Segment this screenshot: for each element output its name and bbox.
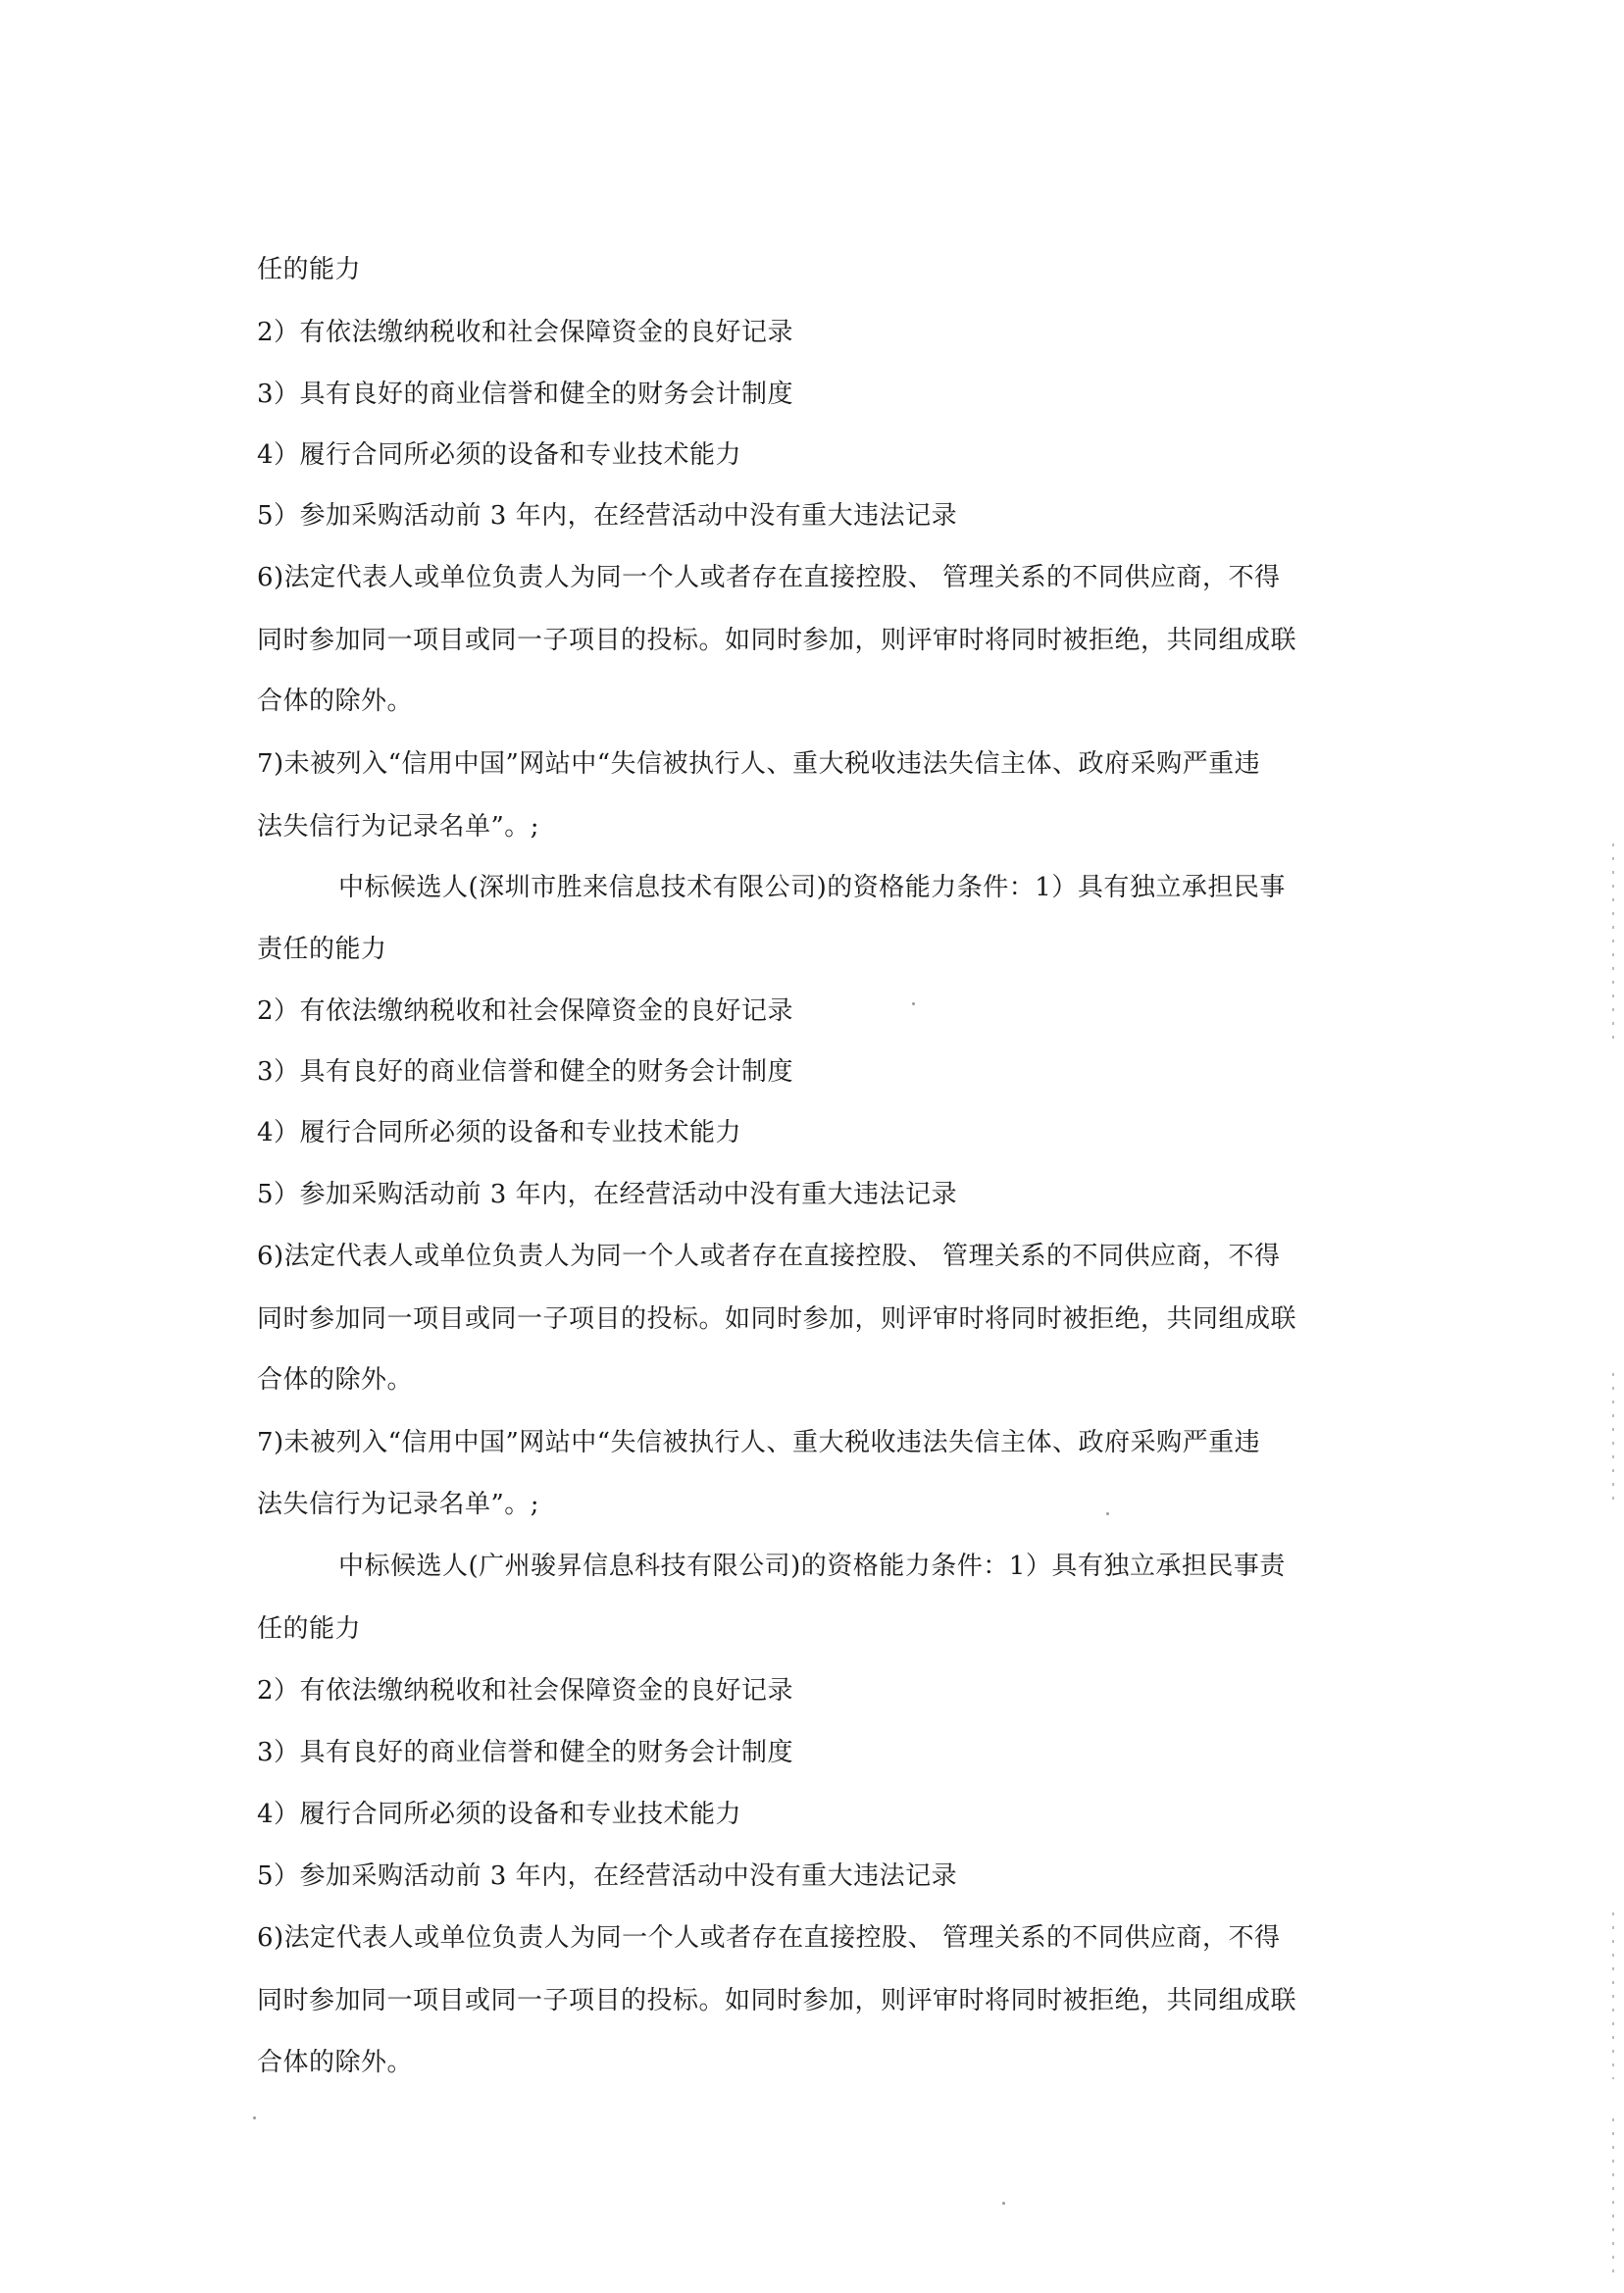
text-line: 5）参加采购活动前 3 年内，在经营活动中没有重大违法记录 [257,501,958,531]
text-line: 同时参加同一项目或同一子项目的投标。如同时参加，则评审时将同时被拒绝，共同组成联 [257,1986,1297,2015]
scan-edge-marks [1612,1912,1614,2079]
text-line: 同时参加同一项目或同一子项目的投标。如同时参加，则评审时将同时被拒绝，共同组成联 [257,626,1297,655]
text-line: 3）具有良好的商业信誉和健全的财务会计制度 [257,1057,794,1087]
scan-speck [1106,1512,1109,1515]
text-line: 4）履行合同所必须的设备和专业技术能力 [257,440,742,470]
text-line: 6)法定代表人或单位负责人为同一个人或者存在直接控股、 管理关系的不同供应商，不得 [257,1923,1281,1953]
text-line: 任的能力 [257,1614,362,1644]
text-line: 2）有依法缴纳税收和社会保障资金的良好记录 [257,996,794,1026]
scan-speck [253,2116,256,2119]
text-line: 同时参加同一项目或同一子项目的投标。如同时参加，则评审时将同时被拒绝，共同组成联 [257,1304,1297,1334]
text-line: 法失信行为记录名单”。; [257,812,540,841]
text-line: 7)未被列入“信用中国”网站中“失信被执行人、重大税收违法失信主体、政府采购严重违 [257,749,1261,779]
text-line: 合体的除外。 [257,2048,414,2077]
scan-edge-marks [1612,1373,1614,1510]
text-line: 2）有依法缴纳税收和社会保障资金的良好记录 [257,1676,794,1706]
scan-speck [1002,2202,1005,2205]
text-line: 合体的除外。 [257,1365,414,1395]
text-line: 2）有依法缴纳税收和社会保障资金的良好记录 [257,318,794,347]
text-line: 4）履行合同所必须的设备和专业技术能力 [257,1118,742,1147]
text-line: 6)法定代表人或单位负责人为同一个人或者存在直接控股、 管理关系的不同供应商，不得 [257,563,1281,592]
text-line: 5）参加采购活动前 3 年内，在经营活动中没有重大违法记录 [257,1180,958,1209]
candidate-heading: 中标候选人(深圳市胜来信息技术有限公司)的资格能力条件：1）具有独立承担民事 [338,873,1286,902]
text-line: 责任的能力 [257,935,387,964]
text-line: 3）具有良好的商业信誉和健全的财务会计制度 [257,1738,794,1767]
scan-edge-marks [1612,2118,1614,2275]
text-line: 5）参加采购活动前 3 年内，在经营活动中没有重大违法记录 [257,1861,958,1891]
text-line: 6)法定代表人或单位负责人为同一个人或者存在直接控股、 管理关系的不同供应商，不得 [257,1242,1281,1271]
candidate-heading: 中标候选人(广州骏昇信息科技有限公司)的资格能力条件：1）具有独立承担民事责 [338,1552,1286,1581]
text-line: 7)未被列入“信用中国”网站中“失信被执行人、重大税收违法失信主体、政府采购严重违 [257,1428,1261,1457]
text-line: 4）履行合同所必须的设备和专业技术能力 [257,1800,742,1829]
scan-edge-marks [1612,843,1614,1040]
text-line: 任的能力 [257,255,362,284]
text-line: 3）具有良好的商业信誉和健全的财务会计制度 [257,380,794,409]
scan-speck [912,1002,915,1005]
text-line: 法失信行为记录名单”。; [257,1490,540,1519]
text-line: 合体的除外。 [257,687,414,716]
